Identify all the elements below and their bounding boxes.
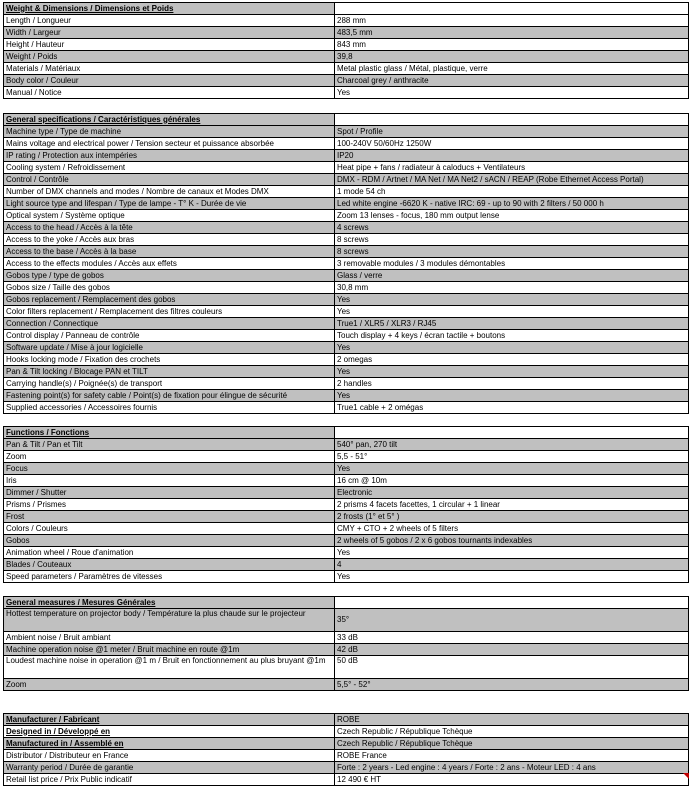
spec-label: Dimmer / Shutter <box>4 487 335 499</box>
spec-label: Zoom <box>4 451 335 463</box>
table-row <box>4 487 689 499</box>
table-row <box>4 559 689 571</box>
spec-label: Access to the effects modules / Accès aux effets <box>4 258 335 270</box>
table-row <box>4 354 689 366</box>
spec-label: Pan & Tilt locking / Blocage PAN et TILT <box>4 366 335 378</box>
table-row <box>4 451 689 463</box>
spec-value: ROBE <box>335 714 689 726</box>
table-row <box>4 475 689 487</box>
spec-value: Zoom 13 lenses - focus, 180 mm output lense <box>335 210 689 222</box>
spec-value: Yes <box>335 87 689 99</box>
table-row <box>4 51 689 63</box>
spec-value: 50 dB <box>335 656 689 679</box>
spec-label: Weight / Poids <box>4 51 335 63</box>
spec-value: 540° pan, 270 tilt <box>335 439 689 451</box>
section-header-row <box>4 3 689 15</box>
spec-label: Number of DMX channels and modes / Nombre de canaux et Modes DMX <box>4 186 335 198</box>
spec-label: Supplied accessories / Accessoires fournis <box>4 402 335 414</box>
spec-value: 12 490 € HT <box>335 774 689 786</box>
table-row <box>4 714 689 726</box>
table-row <box>4 75 689 87</box>
spec-label: Length / Longueur <box>4 15 335 27</box>
table-row <box>4 390 689 402</box>
spec-label: Fastening point(s) for safety cable / Point(s) de fixation pour élingue de sécurité <box>4 390 335 402</box>
spec-value: Yes <box>335 463 689 475</box>
spec-label: Frost <box>4 511 335 523</box>
section-header-row <box>4 597 689 609</box>
table-row <box>4 294 689 306</box>
spec-label: Distributor / Distributeur en France <box>4 750 335 762</box>
spec-label: Access to the yoke / Accès aux bras <box>4 234 335 246</box>
spec-value: Forte : 2 years - Led engine : 4 years / Forte : 2 ans - Moteur LED : 4 ans <box>335 762 689 774</box>
table-row <box>4 27 689 39</box>
spec-value: 5,5 - 51° <box>335 451 689 463</box>
manufacturer-table <box>3 713 689 786</box>
spec-label: Connection / Connectique <box>4 318 335 330</box>
spec-value: 483,5 mm <box>335 27 689 39</box>
spec-value: Touch display + 4 keys / écran tactile + boutons <box>335 330 689 342</box>
spec-label: Iris <box>4 475 335 487</box>
section-header-blank <box>335 3 689 15</box>
spec-label: Gobos size / Taille des gobos <box>4 282 335 294</box>
table-row <box>4 126 689 138</box>
spec-label: Retail list price / Prix Public indicatif <box>4 774 335 786</box>
spec-label: Machine operation noise @1 meter / Bruit machine en route @1m <box>4 644 335 656</box>
spec-label: Gobos type / type de gobos <box>4 270 335 282</box>
table-row <box>4 174 689 186</box>
table-row <box>4 402 689 414</box>
spec-label: Light source type and lifespan / Type de lampe - T° K - Durée de vie <box>4 198 335 210</box>
spec-value: 30,8 mm <box>335 282 689 294</box>
spec-value: 2 handles <box>335 378 689 390</box>
functions-table <box>3 426 689 583</box>
spec-value: True1 / XLR5 / XLR3 / RJ45 <box>335 318 689 330</box>
spec-label: Loudest machine noise in operation @1 m / Bruit en fonctionnement au plus bruyant @1m <box>4 656 335 679</box>
section-header-row <box>4 114 689 126</box>
table-row <box>4 378 689 390</box>
spec-label: Hooks locking mode / Fixation des crochets <box>4 354 335 366</box>
spec-value: 2 frosts (1° et 5° ) <box>335 511 689 523</box>
table-row <box>4 222 689 234</box>
table-row <box>4 198 689 210</box>
spec-value: Yes <box>335 306 689 318</box>
section-header: Weight & Dimensions / Dimensions et Poids <box>4 3 335 15</box>
table-row <box>4 750 689 762</box>
table-row <box>4 87 689 99</box>
section-header-row <box>4 427 689 439</box>
spec-value: 35° <box>335 609 689 632</box>
comment-marker-icon <box>683 773 689 779</box>
table-row <box>4 463 689 475</box>
table-row <box>4 150 689 162</box>
spec-value: 42 dB <box>335 644 689 656</box>
spec-value: Spot / Profile <box>335 126 689 138</box>
spec-value: IP20 <box>335 150 689 162</box>
spec-value: Electronic <box>335 487 689 499</box>
spec-label: Control display / Panneau de contrôle <box>4 330 335 342</box>
spec-value: True1 cable + 2 omégas <box>335 402 689 414</box>
table-row <box>4 656 689 679</box>
spec-value: 2 wheels of 5 gobos / 2 x 6 gobos tournants indexables <box>335 535 689 547</box>
spec-label: Designed in / Développé en <box>4 726 335 738</box>
spec-value: Heat pipe + fans / radiateur à caloducs + Ventilateurs <box>335 162 689 174</box>
spec-value: CMY + CTO + 2 wheels of 5 filters <box>335 523 689 535</box>
table-row <box>4 63 689 75</box>
spec-value: 8 screws <box>335 234 689 246</box>
table-row <box>4 186 689 198</box>
table-row <box>4 330 689 342</box>
spec-label: Warranty period / Durée de garantie <box>4 762 335 774</box>
spec-label: Optical system / Système optique <box>4 210 335 222</box>
table-row <box>4 318 689 330</box>
spec-label: Body color / Couleur <box>4 75 335 87</box>
spec-value: Glass / verre <box>335 270 689 282</box>
spec-value: 2 prisms 4 facets facettes, 1 circular + 1 linear <box>335 499 689 511</box>
spec-label: Ambient noise / Bruit ambiant <box>4 632 335 644</box>
table-row <box>4 523 689 535</box>
spec-label: Access to the head / Accès à la tête <box>4 222 335 234</box>
spec-value: DMX - RDM / Artnet / MA Net / MA Net2 / sACN / REAP (Robe Ethernet Access Portal) <box>335 174 689 186</box>
spec-value: Czech Republic / République Tchèque <box>335 726 689 738</box>
table-row <box>4 571 689 583</box>
spec-value: 3 removable modules / 3 modules démontables <box>335 258 689 270</box>
spec-label: Gobos <box>4 535 335 547</box>
spec-label: Pan & Tilt / Pan et Tilt <box>4 439 335 451</box>
table-row <box>4 511 689 523</box>
spec-value: 1 mode 54 ch <box>335 186 689 198</box>
spec-value: 4 <box>335 559 689 571</box>
spec-label: Carrying handle(s) / Poignée(s) de transport <box>4 378 335 390</box>
spec-value: Yes <box>335 366 689 378</box>
spec-value: 5,5° - 52° <box>335 679 689 691</box>
spec-label: Access to the base / Accès à la base <box>4 246 335 258</box>
table-row <box>4 258 689 270</box>
spec-label: Focus <box>4 463 335 475</box>
table-row <box>4 726 689 738</box>
table-row <box>4 282 689 294</box>
spec-value: ROBE France <box>335 750 689 762</box>
spec-label: Zoom <box>4 679 335 691</box>
table-row <box>4 138 689 150</box>
spec-value: 100-240V 50/60Hz 1250W <box>335 138 689 150</box>
spec-value: 843 mm <box>335 39 689 51</box>
spec-label: Blades / Couteaux <box>4 559 335 571</box>
weight-dimensions-table <box>3 2 689 99</box>
section-header-blank <box>335 114 689 126</box>
spec-value: 288 mm <box>335 15 689 27</box>
spec-label: Prisms / Prismes <box>4 499 335 511</box>
section-header-blank <box>335 597 689 609</box>
spec-label: Materials / Matériaux <box>4 63 335 75</box>
table-row <box>4 246 689 258</box>
spec-value: Yes <box>335 294 689 306</box>
table-row <box>4 234 689 246</box>
spec-label: Manual / Notice <box>4 87 335 99</box>
spec-value: Led white engine -6620 K - native IRC: 69 - up to 90 with 2 filters / 50 000 h <box>335 198 689 210</box>
spec-label: Control / Contrôle <box>4 174 335 186</box>
spec-value: 4 screws <box>335 222 689 234</box>
spec-value: 8 screws <box>335 246 689 258</box>
table-row <box>4 774 689 786</box>
table-row <box>4 609 689 632</box>
spec-label: Hottest temperature on projector body / Température la plus chaude sur le projecteur <box>4 609 335 632</box>
table-row <box>4 632 689 644</box>
spec-value: Yes <box>335 390 689 402</box>
table-row <box>4 306 689 318</box>
table-row <box>4 762 689 774</box>
spec-label: Gobos replacement / Remplacement des gobos <box>4 294 335 306</box>
table-row <box>4 210 689 222</box>
table-row <box>4 439 689 451</box>
spec-value: 33 dB <box>335 632 689 644</box>
spec-label: Animation wheel / Roue d'animation <box>4 547 335 559</box>
spec-label: Height / Hauteur <box>4 39 335 51</box>
spec-label: Cooling system / Refroidissement <box>4 162 335 174</box>
table-row <box>4 535 689 547</box>
section-header-blank <box>335 427 689 439</box>
table-row <box>4 547 689 559</box>
section-header: Functions / Fonctions <box>4 427 335 439</box>
spec-value: Yes <box>335 547 689 559</box>
spec-label: Manufactured in / Assemblé en <box>4 738 335 750</box>
general-measures-table <box>3 596 689 691</box>
table-row <box>4 499 689 511</box>
spec-value: 39,8 <box>335 51 689 63</box>
spec-value: Czech Republic / République Tchèque <box>335 738 689 750</box>
section-header: General measures / Mesures Générales <box>4 597 335 609</box>
table-row <box>4 679 689 691</box>
spec-label: Machine type / Type de machine <box>4 126 335 138</box>
spec-value: Yes <box>335 342 689 354</box>
table-row <box>4 39 689 51</box>
general-specifications-table <box>3 113 689 414</box>
spec-value: Metal plastic glass / Métal, plastique, verre <box>335 63 689 75</box>
table-row <box>4 270 689 282</box>
spec-label: Color filters replacement / Remplacement des filtres couleurs <box>4 306 335 318</box>
spec-value: 16 cm @ 10m <box>335 475 689 487</box>
table-row <box>4 738 689 750</box>
spec-value: Charcoal grey / anthracite <box>335 75 689 87</box>
table-row <box>4 15 689 27</box>
spec-label: Manufacturer / Fabricant <box>4 714 335 726</box>
table-row <box>4 644 689 656</box>
table-row <box>4 162 689 174</box>
table-row <box>4 342 689 354</box>
spec-value: 2 omegas <box>335 354 689 366</box>
spec-label: Software update / Mise à jour logicielle <box>4 342 335 354</box>
spec-label: Colors / Couleurs <box>4 523 335 535</box>
table-row <box>4 366 689 378</box>
spec-value: Yes <box>335 571 689 583</box>
spec-label: Speed parameters / Paramètres de vitesses <box>4 571 335 583</box>
spec-label: IP rating / Protection aux intempéries <box>4 150 335 162</box>
spec-label: Mains voltage and electrical power / Tension secteur et puissance absorbée <box>4 138 335 150</box>
section-header: General specifications / Caractéristiques générales <box>4 114 335 126</box>
spec-label: Width / Largeur <box>4 27 335 39</box>
